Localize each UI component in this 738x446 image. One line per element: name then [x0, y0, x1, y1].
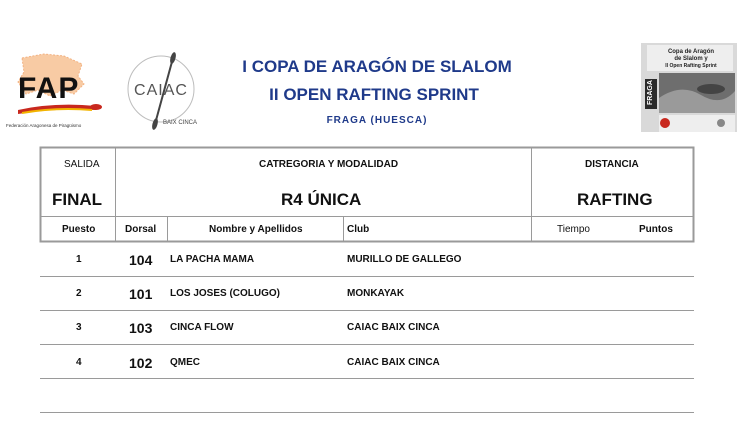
- row-club: CAIAC BAIX CINCA: [347, 322, 440, 333]
- row-dorsal: 102: [129, 355, 153, 371]
- svg-text:FRAGA: FRAGA: [647, 80, 654, 105]
- event-location: FRAGA (HUESCA): [326, 115, 428, 126]
- column-header-puesto: Puesto: [62, 224, 96, 235]
- salida-label: SALIDA: [64, 159, 100, 170]
- svg-text:de Slalom y: de Slalom y: [674, 56, 708, 62]
- salida-value: FINAL: [52, 190, 103, 209]
- svg-text:II Open Rafting Sprint: II Open Rafting Sprint: [665, 63, 717, 69]
- caiac-logo-text: CAIAC: [134, 82, 188, 99]
- event-title-line1: I COPA DE ARAGÓN DE SLALOM: [242, 57, 512, 76]
- distancia-label: DISTANCIA: [585, 159, 639, 170]
- row-puesto: 4: [76, 357, 82, 368]
- row-nombre: LOS JOSES (COLUGO): [170, 288, 281, 299]
- row-puesto: 2: [76, 288, 82, 299]
- fap-subtitle: Federación Aragonesa de Piragüismo: [6, 123, 82, 128]
- row-dorsal: 103: [129, 320, 153, 336]
- row-nombre: LA PACHA MAMA: [170, 254, 255, 265]
- caiac-subtitle: BAIX CINCA: [163, 120, 198, 126]
- column-header-tiempo: Tiempo: [557, 224, 590, 235]
- categoria-label: CATREGORIA Y MODALIDAD: [259, 159, 399, 170]
- fap-logo-text: FAP: [18, 72, 80, 105]
- row-dorsal: 104: [129, 252, 153, 268]
- categoria-value: R4 ÚNICA: [281, 190, 362, 209]
- row-club: MURILLO DE GALLEGO: [347, 254, 462, 265]
- column-header-dorsal: Dorsal: [125, 224, 157, 235]
- row-dorsal: 101: [129, 286, 153, 302]
- distancia-value: RAFTING: [577, 190, 653, 209]
- row-nombre: QMEC: [170, 357, 200, 368]
- svg-text:Copa de Aragón: Copa de Aragón: [667, 49, 715, 55]
- column-header-club: Club: [347, 224, 370, 235]
- row-nombre: CINCA FLOW: [170, 322, 234, 333]
- column-header-puntos: Puntos: [639, 224, 673, 235]
- event-title-line2: II OPEN RAFTING SPRINT: [269, 85, 479, 104]
- column-header-nombre: Nombre y Apellidos: [209, 224, 303, 235]
- row-club: MONKAYAK: [347, 288, 405, 299]
- row-puesto: 3: [76, 322, 82, 333]
- row-puesto: 1: [76, 254, 82, 265]
- row-club: CAIAC BAIX CINCA: [347, 357, 440, 368]
